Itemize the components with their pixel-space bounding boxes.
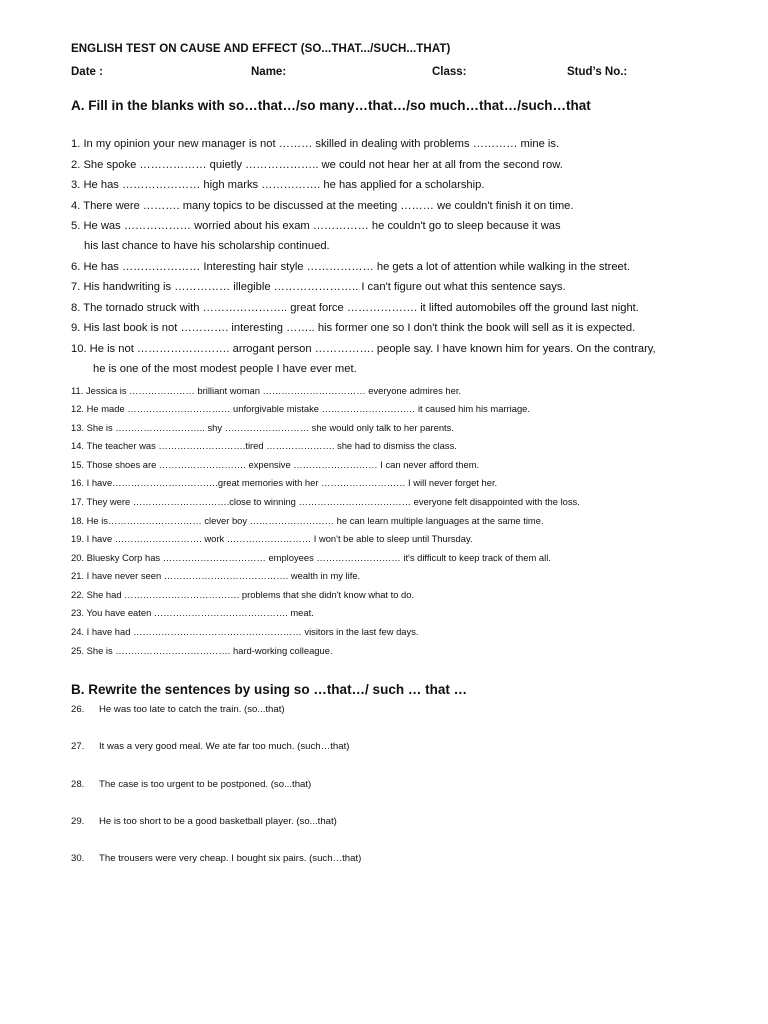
section-b-heading: B. Rewrite the sentences by using so …that…/ such … that … — [71, 682, 468, 697]
rewrite-item — [71, 853, 361, 864]
exercise-item: 9. His last book is not …………. interesting …….. his former one so I don't think the book will sell as it is expected. — [71, 322, 636, 334]
exercise-item: 11. Jessica is ………………… brilliant woman …………………………… everyone admires her. — [71, 385, 462, 396]
item-text: It was a very good meal. We ate far too much. (such…that) — [99, 741, 350, 752]
exercise-item: 23. You have eaten ……………………………………. meat. — [71, 607, 314, 618]
item-number: 26. — [71, 704, 85, 715]
exercise-item: 19. I have ………………………. work ……………………… I won't be able to sleep until Thursday. — [71, 533, 473, 544]
section-a-heading: A. Fill in the blanks with so…that…/so many…that…/so much…that…/such…that — [71, 98, 591, 113]
exercise-item: 2. She spoke ……………… quietly ……………….. we could not hear her at all from the second row. — [71, 159, 563, 171]
exercise-item: 12. He made …………………………… unforgivable mistake ………………………… it caused him his marriage. — [71, 403, 530, 414]
exercise-item: 14. The teacher was ……………………….tired …………………. she had to dismiss the class. — [71, 440, 457, 451]
rewrite-item — [71, 704, 285, 715]
item-text: He was too late to catch the train. (so...that) — [99, 704, 285, 715]
rewrite-item — [71, 779, 311, 790]
item-number: 29. — [71, 816, 85, 827]
exercise-item: 17. They were ………………………….close to winning ……………………………… everyone felt disappointed with the loss. — [71, 496, 580, 507]
item-number: 27. — [71, 741, 85, 752]
student-number-label: Stud’s No.: — [567, 66, 628, 78]
exercise-item-continuation: his last chance to have his scholarship continued. — [84, 240, 330, 252]
exercise-item: 4. There were ………. many topics to be discussed at the meeting ……… we couldn't finish it on time. — [71, 200, 574, 212]
item-number: 30. — [71, 853, 85, 864]
exercise-item: 21. I have never seen …………………………………. wealth in my life. — [71, 570, 361, 581]
exercise-item: 20. Bluesky Corp has …………………………… employees ……………………… it's difficult to keep track of them all. — [71, 552, 551, 563]
exercise-item: 10. He is not ……………………. arrogant person ……………. people say. I have known him for years. On the contrary, — [71, 343, 656, 355]
exercise-item: 25. She is ………………………………. hard-working colleague. — [71, 645, 333, 656]
rewrite-item — [71, 741, 349, 752]
exercise-item: 22. She had ………………………………. problems that she didn't know what to do. — [71, 589, 415, 600]
exercise-item: 16. I have…………………………….great memories with her ……………………… I will never forget her. — [71, 477, 498, 488]
exercise-item: 15. Those shoes are ………………………. expensive ……………………… I can never afford them. — [71, 459, 480, 470]
exercise-item-continuation: he is one of the most modest people I have ever met. — [93, 363, 357, 375]
exercise-item: 24. I have had ……………………………………………… visitors in the last few days. — [71, 626, 419, 637]
exercise-item: 7. His handwriting is …………… illegible ………………….. I can't figure out what this sentence says. — [71, 281, 566, 293]
rewrite-item — [71, 816, 337, 827]
name-label: Name: — [251, 66, 287, 78]
exercise-item: 1. In my opinion your new manager is not ……… skilled in dealing with problems ………… mine is. — [71, 138, 560, 150]
item-number: 28. — [71, 779, 85, 790]
page-title: ENGLISH TEST ON CAUSE AND EFFECT (SO...THAT.../SUCH...THAT) — [71, 43, 451, 55]
item-text: The trousers were very cheap. I bought six pairs. (such…that) — [99, 853, 362, 864]
exercise-item: 8. The tornado struck with ………………….. great force ………………. it lifted automobiles off the ground last night. — [71, 302, 639, 314]
exercise-item: 5. He was ……………… worried about his exam …………… he couldn't go to sleep because it was — [71, 220, 561, 232]
date-label: Date : — [71, 66, 103, 78]
class-label: Class: — [432, 66, 467, 78]
exercise-item: 3. He has ………………… high marks ……………. he has applied for a scholarship. — [71, 179, 485, 191]
item-text: The case is too urgent to be postponed. (so...that) — [99, 779, 312, 790]
item-text: He is too short to be a good basketball player. (so...that) — [99, 816, 337, 827]
exercise-item: 18. He is………………………… clever boy ……………………… he can learn multiple languages at the same time. — [71, 515, 544, 526]
exercise-item: 6. He has ………………… Interesting hair style ……………… he gets a lot of attention while walking in the street. — [71, 261, 630, 273]
exercise-item: 13. She is ……………………….. shy ……………………… she would only talk to her parents. — [71, 422, 454, 433]
